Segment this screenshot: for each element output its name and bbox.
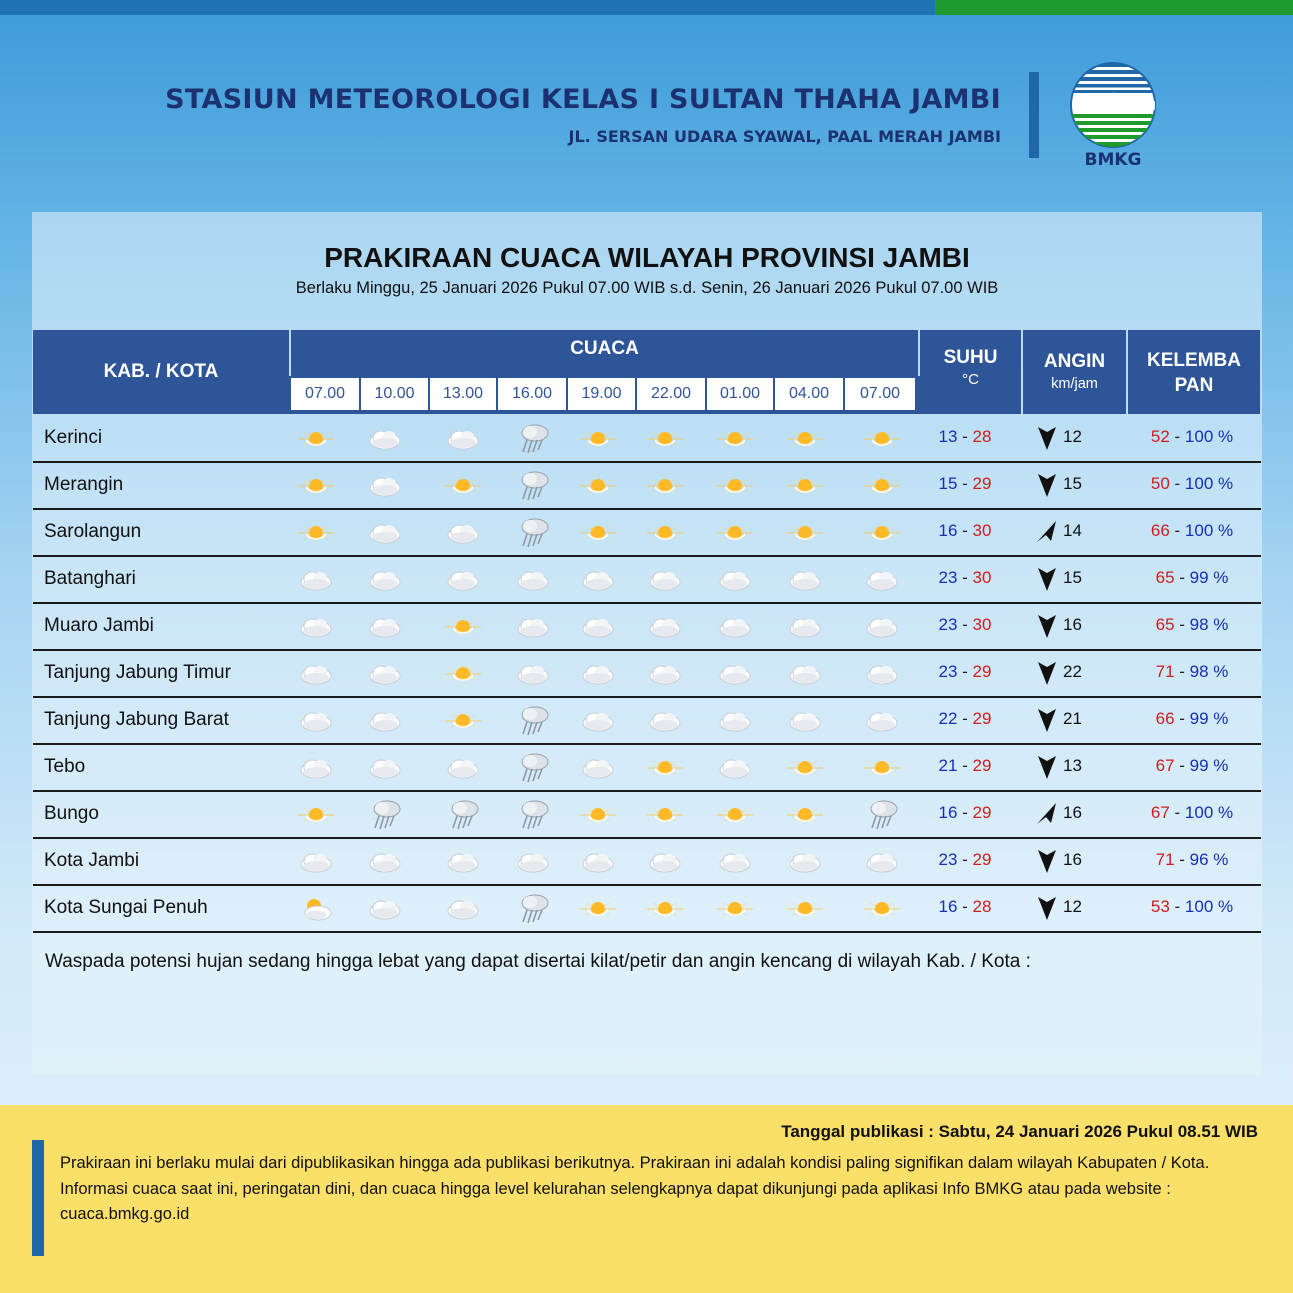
cloudy-icon: [715, 846, 755, 878]
temperature-range: [920, 662, 1010, 682]
sunny-icon: [296, 470, 336, 502]
cloudy-icon: [443, 423, 483, 455]
region-name: Kota Jambi: [44, 850, 140, 871]
wind-speed: 16: [1063, 850, 1082, 869]
humidity-range: [1126, 709, 1258, 729]
rain-icon: [513, 423, 553, 455]
cloudy-icon: [862, 611, 902, 643]
cloudy-icon: [443, 517, 483, 549]
wind-speed: 12: [1063, 897, 1082, 916]
humidity-min: 52: [1150, 427, 1170, 446]
cloudy-icon: [365, 423, 405, 455]
wind-speed: 12: [1063, 427, 1082, 446]
cloudy-icon: [578, 564, 618, 596]
temperature-max: 29: [972, 850, 992, 869]
column-header-angin: [1023, 330, 1126, 414]
temperature-max: 29: [972, 662, 992, 681]
range-separator: -: [957, 615, 973, 634]
rain-icon: [513, 799, 553, 831]
temperature-range: [920, 615, 1010, 635]
temperature-range: [920, 803, 1010, 823]
cloudy-icon: [862, 705, 902, 737]
wind-direction-arrow-icon: [1036, 895, 1058, 921]
wind-direction-arrow-icon: [1036, 519, 1058, 545]
wind-speed: 21: [1063, 709, 1082, 728]
cloudy-icon: [365, 893, 405, 925]
column-header-kab-kota: KAB. / KOTA: [33, 330, 289, 414]
table-row: [33, 792, 1261, 839]
humidity-range: [1126, 568, 1258, 588]
temperature-max: 29: [972, 474, 992, 493]
column-header-kelembapan: [1128, 330, 1260, 414]
humidity-range: [1126, 662, 1258, 682]
cloudy-icon: [365, 752, 405, 784]
range-separator: -: [957, 803, 973, 822]
region-name: Bungo: [44, 803, 99, 824]
suhu-unit: °C: [962, 371, 979, 388]
range-separator: -: [957, 897, 973, 916]
cloudy-icon: [365, 517, 405, 549]
cloudy-icon: [296, 752, 336, 784]
range-separator: -: [1174, 568, 1190, 587]
humidity-max: 100 %: [1184, 897, 1234, 916]
humidity-min: 66: [1155, 709, 1175, 728]
temperature-max: 28: [972, 427, 992, 446]
footer-note: Prakiraan ini berlaku mulai dari dipublikasikan hingga ada publikasi berikutnya. Prakiraan ini adalah kondisi paling signifikan dalam wilayah Kabupaten / Kota. Informasi cuaca saat ini, peringatan dini, dan cuaca hingga level kelurahan selengkapnya dapat dikunjungi pada aplikasi Info BMKG atau pada website : cuaca.bmkg.go.id: [60, 1154, 1210, 1223]
temperature-min: 16: [938, 521, 958, 540]
cloudy-icon: [578, 611, 618, 643]
humidity-min: 65: [1155, 568, 1175, 587]
sunny-icon: [578, 893, 618, 925]
cloudy-icon: [785, 564, 825, 596]
cloudy-icon: [296, 846, 336, 878]
sunny-icon: [862, 470, 902, 502]
temperature-max: 29: [972, 709, 992, 728]
table-row: [33, 651, 1261, 698]
wind-speed: 13: [1063, 756, 1082, 775]
cloudy-icon: [645, 846, 685, 878]
wind-direction-arrow-icon: [1036, 425, 1058, 451]
table-row: [33, 510, 1261, 557]
region-name: Merangin: [44, 474, 124, 495]
humidity-max: 96 %: [1189, 850, 1229, 869]
table-row: [33, 839, 1261, 886]
temperature-range: [920, 709, 1010, 729]
sunny-icon: [645, 423, 685, 455]
range-separator: -: [957, 427, 973, 446]
station-title: STASIUN METEOROLOGI KELAS I SULTAN THAHA JAMBI: [165, 84, 1001, 115]
humidity-range: [1126, 474, 1258, 494]
time-slot: 22.00: [637, 378, 707, 410]
forecast-table-body: [33, 416, 1261, 933]
time-slot: 19.00: [568, 378, 637, 410]
range-separator: -: [957, 521, 973, 540]
time-slot: 07.00: [845, 378, 915, 410]
humidity-range: [1126, 756, 1258, 776]
cloudy-icon: [715, 564, 755, 596]
footer-accent-bar: [32, 1140, 44, 1256]
sunny-icon: [296, 423, 336, 455]
rain-icon: [513, 752, 553, 784]
cloudy-icon: [715, 611, 755, 643]
table-row: [33, 463, 1261, 510]
cloudy-icon: [578, 846, 618, 878]
humidity-range: [1126, 615, 1258, 635]
cloudy-icon: [785, 611, 825, 643]
cloudy-icon: [715, 705, 755, 737]
region-name: Kota Sungai Penuh: [44, 897, 208, 918]
sunny-icon: [578, 517, 618, 549]
cloudy-icon: [296, 705, 336, 737]
time-header-row: [288, 376, 920, 414]
cloudy-icon: [862, 658, 902, 690]
cloudy-icon: [443, 564, 483, 596]
rain-icon: [513, 517, 553, 549]
cloudy-icon: [785, 658, 825, 690]
sunny-icon: [443, 611, 483, 643]
temperature-min: 16: [938, 803, 958, 822]
temperature-max: 30: [972, 521, 992, 540]
wind-direction-arrow-icon: [1036, 801, 1058, 827]
sunny-icon: [715, 799, 755, 831]
sunny-icon: [645, 470, 685, 502]
sunny-icon: [578, 470, 618, 502]
rain-icon: [862, 799, 902, 831]
forecast-validity: Berlaku Minggu, 25 Januari 2026 Pukul 07.00 WIB s.d. Senin, 26 Januari 2026 Pukul 07.00 WIB: [295, 279, 999, 297]
top-bar-green: [935, 0, 1293, 15]
range-separator: -: [1169, 521, 1185, 540]
humidity-max: 100 %: [1184, 474, 1234, 493]
region-name: Kerinci: [44, 427, 103, 448]
temperature-range: [920, 850, 1010, 870]
sunny-icon: [443, 705, 483, 737]
rain-icon: [365, 799, 405, 831]
footer: [0, 1105, 1293, 1293]
cloudy-icon: [513, 611, 553, 643]
wind-direction-arrow-icon: [1036, 707, 1058, 733]
wind-speed: 14: [1063, 521, 1082, 540]
cloudy-icon: [513, 846, 553, 878]
humidity-min: 66: [1150, 521, 1170, 540]
humidity-range: [1126, 850, 1258, 870]
cloudy-icon: [296, 564, 336, 596]
temperature-max: 28: [972, 897, 992, 916]
kelembapan-label-1: KELEMBA: [1147, 350, 1241, 371]
temperature-range: [920, 568, 1010, 588]
temperature-range: [920, 474, 1010, 494]
cloudy-icon: [862, 846, 902, 878]
station-address: JL. SERSAN UDARA SYAWAL, PAAL MERAH JAMBI: [568, 127, 1001, 146]
time-slot: 07.00: [291, 378, 361, 410]
cloudy-icon: [578, 705, 618, 737]
column-header-cuaca: CUACA: [291, 330, 918, 376]
range-separator: -: [1174, 615, 1190, 634]
region-name: Batanghari: [44, 568, 136, 589]
angin-unit: km/jam: [1051, 376, 1098, 392]
range-separator: -: [957, 568, 973, 587]
header-divider: [1029, 72, 1039, 158]
cloudy-icon: [645, 705, 685, 737]
sunny-icon: [862, 752, 902, 784]
sunny-icon: [785, 517, 825, 549]
wind-direction-arrow-icon: [1036, 848, 1058, 874]
cloudy-icon: [443, 893, 483, 925]
wind-direction-arrow-icon: [1036, 613, 1058, 639]
rain-icon: [443, 799, 483, 831]
time-slot: 04.00: [775, 378, 845, 410]
humidity-min: 71: [1155, 850, 1175, 869]
temperature-max: 30: [972, 615, 992, 634]
angin-label: ANGIN: [1043, 351, 1106, 372]
cloudy-icon: [645, 658, 685, 690]
temperature-max: 29: [972, 756, 992, 775]
table-row: [33, 698, 1261, 745]
cloudy-icon: [296, 611, 336, 643]
temperature-min: 22: [938, 709, 958, 728]
sunny-icon: [785, 470, 825, 502]
range-separator: -: [1169, 897, 1185, 916]
sunny-icon: [715, 470, 755, 502]
range-separator: -: [1169, 427, 1185, 446]
time-slot: 16.00: [498, 378, 568, 410]
rain-icon: [513, 470, 553, 502]
range-separator: -: [1169, 803, 1185, 822]
temperature-min: 23: [938, 662, 958, 681]
region-name: Sarolangun: [44, 521, 142, 542]
rain-icon: [513, 705, 553, 737]
range-separator: -: [1174, 850, 1190, 869]
temperature-range: [920, 427, 1010, 447]
cloudy-icon: [715, 658, 755, 690]
humidity-range: [1126, 427, 1258, 447]
wind-speed: 16: [1063, 615, 1082, 634]
cloudy-icon: [862, 564, 902, 596]
warning-text: Waspada potensi hujan sedang hingga lebat yang dapat disertai kilat/petir dan angin kencang di wilayah Kab. / Kota :: [45, 951, 1031, 972]
sunny-icon: [645, 517, 685, 549]
sunny-icon: [862, 893, 902, 925]
humidity-max: 98 %: [1189, 662, 1229, 681]
range-separator: -: [1174, 662, 1190, 681]
temperature-max: 29: [972, 803, 992, 822]
cloudy-icon: [365, 470, 405, 502]
sunny-icon: [578, 799, 618, 831]
rain-icon: [513, 893, 553, 925]
cloudy-icon: [715, 752, 755, 784]
region-name: Muaro Jambi: [44, 615, 154, 636]
time-slot: 13.00: [430, 378, 498, 410]
cloudy-icon: [365, 658, 405, 690]
temperature-min: 23: [938, 615, 958, 634]
cloudy-icon: [365, 846, 405, 878]
humidity-range: [1126, 803, 1258, 823]
time-slot: 10.00: [361, 378, 430, 410]
temperature-range: [920, 756, 1010, 776]
humidity-max: 98 %: [1189, 615, 1229, 634]
sunny-icon: [785, 752, 825, 784]
cloudy-icon: [365, 564, 405, 596]
range-separator: -: [1174, 756, 1190, 775]
humidity-min: 67: [1155, 756, 1175, 775]
range-separator: -: [957, 662, 973, 681]
temperature-min: 16: [938, 897, 958, 916]
temperature-range: [920, 521, 1010, 541]
wind-speed: 15: [1063, 474, 1082, 493]
sunny-icon: [862, 517, 902, 549]
sunny-icon: [715, 423, 755, 455]
sunny-icon: [785, 423, 825, 455]
range-separator: -: [957, 756, 973, 775]
sunny-icon: [785, 893, 825, 925]
sunny-icon: [443, 658, 483, 690]
cloudy-icon: [443, 846, 483, 878]
sunny-icon: [715, 893, 755, 925]
sunny-icon: [443, 470, 483, 502]
humidity-min: 67: [1150, 803, 1170, 822]
wind-speed: 16: [1063, 803, 1082, 822]
sunny-icon: [578, 423, 618, 455]
table-row: [33, 416, 1261, 463]
humidity-max: 99 %: [1189, 568, 1229, 587]
cloudy-icon: [578, 658, 618, 690]
bmkg-logo-text: BMKG: [1084, 150, 1142, 170]
humidity-min: 71: [1155, 662, 1175, 681]
humidity-max: 99 %: [1189, 709, 1229, 728]
forecast-title: PRAKIRAAN CUACA WILAYAH PROVINSI JAMBI: [324, 242, 970, 273]
humidity-max: 100 %: [1184, 803, 1234, 822]
cloudy-icon: [578, 752, 618, 784]
table-row: [33, 886, 1261, 933]
humidity-max: 100 %: [1184, 427, 1234, 446]
temperature-min: 13: [938, 427, 958, 446]
sunny-icon: [645, 799, 685, 831]
humidity-range: [1126, 521, 1258, 541]
sunny-icon: [645, 752, 685, 784]
column-header-suhu: [920, 330, 1021, 414]
table-row: [33, 604, 1261, 651]
sunny-icon: [296, 799, 336, 831]
wind-speed: 22: [1063, 662, 1082, 681]
time-slot: 01.00: [707, 378, 775, 410]
temperature-max: 30: [972, 568, 992, 587]
humidity-min: 65: [1155, 615, 1175, 634]
wind-direction-arrow-icon: [1036, 472, 1058, 498]
temperature-min: 23: [938, 568, 958, 587]
temperature-min: 21: [938, 756, 958, 775]
cloudy-icon: [513, 564, 553, 596]
range-separator: -: [957, 474, 973, 493]
suhu-label: SUHU: [943, 347, 998, 368]
table-row: [33, 745, 1261, 792]
wind-direction-arrow-icon: [1036, 660, 1058, 686]
wind-direction-arrow-icon: [1036, 754, 1058, 780]
cloudy-icon: [443, 752, 483, 784]
temperature-range: [920, 897, 1010, 917]
range-separator: -: [1169, 474, 1185, 493]
range-separator: -: [957, 850, 973, 869]
humidity-min: 53: [1150, 897, 1170, 916]
region-name: Tanjung Jabung Barat: [44, 709, 229, 730]
table-row: [33, 557, 1261, 604]
range-separator: -: [957, 709, 973, 728]
sunny-icon: [785, 799, 825, 831]
cloudy-icon: [296, 658, 336, 690]
cloudy-icon: [513, 658, 553, 690]
publication-date: Tanggal publikasi : Sabtu, 24 Januari 2026 Pukul 08.51 WIB: [781, 1122, 1258, 1141]
humidity-max: 99 %: [1189, 756, 1229, 775]
cloudy-icon: [785, 705, 825, 737]
sunny-icon: [862, 423, 902, 455]
wind-speed: 15: [1063, 568, 1082, 587]
humidity-range: [1126, 897, 1258, 917]
cloudy-icon: [645, 611, 685, 643]
temperature-min: 15: [938, 474, 958, 493]
cloudy-icon: [645, 564, 685, 596]
region-name: Tanjung Jabung Timur: [44, 662, 231, 683]
kelembapan-label-2: PAN: [1174, 375, 1214, 396]
sunny-icon: [645, 893, 685, 925]
cloudy-icon: [365, 705, 405, 737]
partly-cloudy-icon: [296, 893, 336, 925]
humidity-max: 100 %: [1184, 521, 1234, 540]
cloudy-icon: [365, 611, 405, 643]
region-name: Tebo: [44, 756, 86, 777]
humidity-min: 50: [1150, 474, 1170, 493]
temperature-min: 23: [938, 850, 958, 869]
sunny-icon: [296, 517, 336, 549]
wind-direction-arrow-icon: [1036, 566, 1058, 592]
top-bar-blue: [0, 0, 935, 15]
cloudy-icon: [785, 846, 825, 878]
sunny-icon: [715, 517, 755, 549]
range-separator: -: [1174, 709, 1190, 728]
